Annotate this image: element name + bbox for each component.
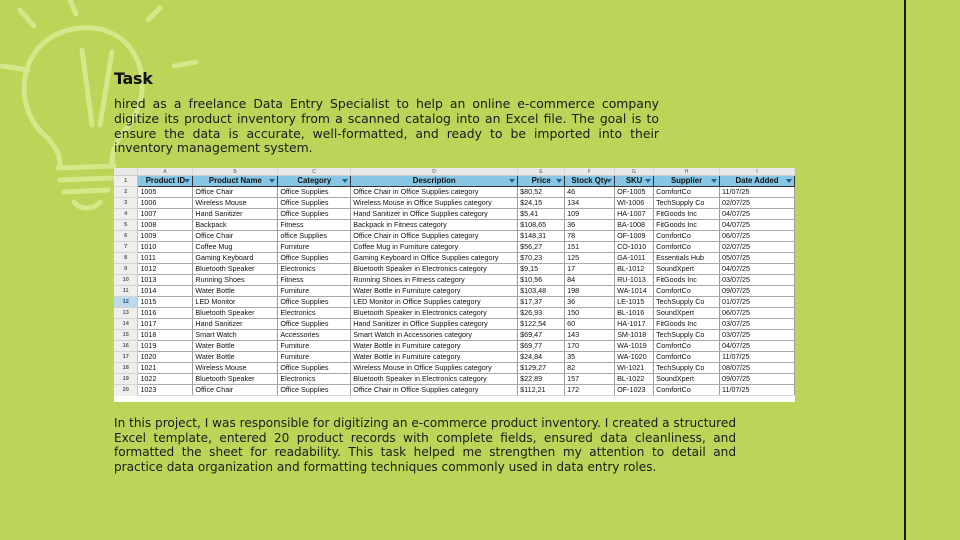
- table-cell[interactable]: 84: [565, 275, 615, 286]
- table-row: [114, 374, 795, 385]
- table-row: [114, 209, 795, 220]
- table-cell[interactable]: OF-1005: [615, 187, 654, 198]
- column-header-label: Stock Qty: [571, 176, 608, 186]
- table-cell[interactable]: 172: [565, 385, 615, 396]
- table-cell[interactable]: 04/07/25: [720, 264, 795, 275]
- table-cell[interactable]: BL-1012: [615, 264, 654, 275]
- row-number[interactable]: 8: [114, 253, 138, 264]
- row-number[interactable]: 20: [114, 385, 138, 396]
- table-cell[interactable]: Water Bottle in Furniture category: [351, 352, 518, 363]
- column-letter[interactable]: D: [351, 168, 518, 175]
- table-cell[interactable]: 03/07/25: [720, 330, 795, 341]
- table-row: [114, 231, 795, 242]
- table-cell[interactable]: Office Supplies: [278, 187, 351, 198]
- table-cell[interactable]: $122,54: [518, 319, 565, 330]
- task-title: Task: [114, 69, 153, 88]
- table-cell[interactable]: Water Bottle in Furniture category: [351, 341, 518, 352]
- table-cell[interactable]: Running Shoes in Fitness category: [351, 275, 518, 286]
- table-cell[interactable]: Furniture: [278, 242, 351, 253]
- column-letter[interactable]: I: [720, 168, 795, 175]
- column-header-label: SKU: [625, 176, 643, 186]
- table-cell[interactable]: 1009: [138, 231, 193, 242]
- table-cell[interactable]: FitGoods Inc: [654, 319, 720, 330]
- table-cell[interactable]: 1022: [138, 374, 193, 385]
- row-number[interactable]: 13: [114, 308, 138, 319]
- table-cell[interactable]: 17: [565, 264, 615, 275]
- filter-dropdown-icon[interactable]: [556, 179, 562, 183]
- table-cell[interactable]: ComfortCo: [654, 242, 720, 253]
- column-letter[interactable]: H: [654, 168, 720, 175]
- column-header: [351, 176, 518, 187]
- filter-dropdown-icon[interactable]: [606, 179, 612, 183]
- table-cell[interactable]: Gaming Keyboard: [193, 253, 278, 264]
- table-row: [114, 363, 795, 374]
- table-cell[interactable]: Electronics: [278, 374, 351, 385]
- table-cell[interactable]: $112,21: [518, 385, 565, 396]
- column-header-label: Product ID: [145, 176, 186, 186]
- row-number[interactable]: 1: [114, 176, 138, 187]
- task-description: hired as a freelance Data Entry Specialist to help an online e-commerce company digitize its product inventory from a scanned catalog into an Excel file. The goal is to ensure the data is accurate, well-formatted, and ready to be imported into their inventory management system.: [114, 96, 659, 156]
- table-cell[interactable]: 09/07/25: [720, 286, 795, 297]
- column-letter[interactable]: [114, 168, 138, 175]
- table-cell[interactable]: OF-1009: [615, 231, 654, 242]
- column-header: [193, 176, 278, 187]
- table-cell[interactable]: LED Monitor: [193, 297, 278, 308]
- table-cell[interactable]: 08/07/25: [720, 363, 795, 374]
- table-cell[interactable]: $22,89: [518, 374, 565, 385]
- table-cell[interactable]: $24,84: [518, 352, 565, 363]
- table-cell[interactable]: Bluetooth Speaker: [193, 264, 278, 275]
- column-header: [518, 176, 565, 187]
- row-number[interactable]: 5: [114, 220, 138, 231]
- table-cell[interactable]: Running Shoes: [193, 275, 278, 286]
- table-cell[interactable]: Wireless Mouse in Office Supplies category: [351, 363, 518, 374]
- vertical-divider: [904, 0, 906, 540]
- table-cell[interactable]: 1020: [138, 352, 193, 363]
- table-cell[interactable]: 1019: [138, 341, 193, 352]
- table-cell[interactable]: $129,27: [518, 363, 565, 374]
- table-cell[interactable]: Bluetooth Speaker: [193, 374, 278, 385]
- table-cell[interactable]: 1011: [138, 253, 193, 264]
- table-cell[interactable]: Hand Sanitizer: [193, 319, 278, 330]
- table-cell[interactable]: WI-1021: [615, 363, 654, 374]
- row-number[interactable]: 11: [114, 286, 138, 297]
- row-number[interactable]: 10: [114, 275, 138, 286]
- row-number[interactable]: 19: [114, 374, 138, 385]
- table-cell[interactable]: $24,15: [518, 198, 565, 209]
- column-header-label: Price: [531, 176, 551, 186]
- table-cell[interactable]: FitGoods Inc: [654, 209, 720, 220]
- table-cell[interactable]: 1014: [138, 286, 193, 297]
- table-cell[interactable]: Fitness: [278, 275, 351, 286]
- table-cell[interactable]: $80,52: [518, 187, 565, 198]
- table-cell[interactable]: Office Chair: [193, 231, 278, 242]
- table-cell[interactable]: 03/07/25: [720, 275, 795, 286]
- table-cell[interactable]: 60: [565, 319, 615, 330]
- table-cell[interactable]: TechSupply Co: [654, 297, 720, 308]
- table-cell[interactable]: 06/07/25: [720, 308, 795, 319]
- table-cell[interactable]: Wireless Mouse: [193, 198, 278, 209]
- table-cell[interactable]: Coffee Mug in Furniture category: [351, 242, 518, 253]
- row-number[interactable]: 2: [114, 187, 138, 198]
- table-cell[interactable]: WI-1006: [615, 198, 654, 209]
- table-cell[interactable]: 02/07/25: [720, 198, 795, 209]
- filter-dropdown-icon[interactable]: [645, 179, 651, 183]
- column-letter[interactable]: A: [138, 168, 193, 175]
- table-cell[interactable]: ComfortCo: [654, 187, 720, 198]
- table-row: [114, 198, 795, 209]
- table-cell[interactable]: Accessories: [278, 330, 351, 341]
- table-row: [114, 253, 795, 264]
- column-letter[interactable]: E: [518, 168, 565, 175]
- table-cell[interactable]: Fitness: [278, 220, 351, 231]
- spreadsheet-screenshot: [114, 168, 795, 402]
- table-cell[interactable]: ComfortCo: [654, 286, 720, 297]
- table-cell[interactable]: 1008: [138, 220, 193, 231]
- column-letter-bar: [114, 168, 795, 176]
- table-cell[interactable]: 1007: [138, 209, 193, 220]
- table-cell[interactable]: $56,27: [518, 242, 565, 253]
- column-header: [720, 176, 795, 187]
- table-cell[interactable]: LE-1015: [615, 297, 654, 308]
- table-cell[interactable]: CO-1010: [615, 242, 654, 253]
- table-cell[interactable]: 1015: [138, 297, 193, 308]
- column-header-label: Supplier: [670, 176, 703, 186]
- table-cell[interactable]: 1021: [138, 363, 193, 374]
- table-cell[interactable]: WA-1014: [615, 286, 654, 297]
- column-header: [138, 176, 193, 187]
- table-cell[interactable]: LED Monitor in Office Supplies category: [351, 297, 518, 308]
- table-cell[interactable]: Electronics: [278, 264, 351, 275]
- table-cell[interactable]: Bluetooth Speaker in Electronics category: [351, 374, 518, 385]
- table-cell[interactable]: 04/07/25: [720, 220, 795, 231]
- table-cell[interactable]: 1012: [138, 264, 193, 275]
- row-number[interactable]: 18: [114, 363, 138, 374]
- table-cell[interactable]: 1018: [138, 330, 193, 341]
- table-cell[interactable]: Backpack: [193, 220, 278, 231]
- table-row: [114, 187, 795, 198]
- table-cell[interactable]: 198: [565, 286, 615, 297]
- filter-dropdown-icon[interactable]: [342, 179, 348, 183]
- table-cell[interactable]: SoundXpert: [654, 264, 720, 275]
- table-cell[interactable]: Office Supplies: [278, 253, 351, 264]
- table-cell[interactable]: 46: [565, 187, 615, 198]
- table-cell[interactable]: 1023: [138, 385, 193, 396]
- table-cell[interactable]: Water Bottle: [193, 352, 278, 363]
- table-cell[interactable]: TechSupply Co: [654, 363, 720, 374]
- table-cell[interactable]: OF-1023: [615, 385, 654, 396]
- table-cell[interactable]: 03/07/25: [720, 319, 795, 330]
- table-cell[interactable]: Office Chair in Office Supplies category: [351, 187, 518, 198]
- table-cell[interactable]: 1005: [138, 187, 193, 198]
- table-cell[interactable]: $148,31: [518, 231, 565, 242]
- table-cell[interactable]: $69,47: [518, 330, 565, 341]
- filter-dropdown-icon[interactable]: [269, 179, 275, 183]
- row-number[interactable]: 12: [114, 297, 138, 308]
- table-row: [114, 330, 795, 341]
- table-cell[interactable]: SoundXpert: [654, 308, 720, 319]
- table-cell[interactable]: FitGoods Inc: [654, 220, 720, 231]
- table-cell[interactable]: 01/07/25: [720, 297, 795, 308]
- header-row: [114, 176, 795, 187]
- row-number[interactable]: 3: [114, 198, 138, 209]
- table-row: [114, 297, 795, 308]
- table-cell[interactable]: Office Chair in Office Supplies category: [351, 231, 518, 242]
- table-cell[interactable]: Office Supplies: [278, 385, 351, 396]
- row-number[interactable]: 14: [114, 319, 138, 330]
- table-cell[interactable]: $9,15: [518, 264, 565, 275]
- table-cell[interactable]: Office Supplies: [278, 363, 351, 374]
- table-row: [114, 308, 795, 319]
- table-cell[interactable]: 157: [565, 374, 615, 385]
- table-cell[interactable]: 1006: [138, 198, 193, 209]
- table-cell[interactable]: GA-1011: [615, 253, 654, 264]
- table-cell[interactable]: 35: [565, 352, 615, 363]
- table-row: [114, 352, 795, 363]
- table-cell[interactable]: $108,65: [518, 220, 565, 231]
- table-cell[interactable]: 134: [565, 198, 615, 209]
- table-cell[interactable]: 36: [565, 297, 615, 308]
- table-cell[interactable]: 170: [565, 341, 615, 352]
- table-cell[interactable]: $103,48: [518, 286, 565, 297]
- table-cell[interactable]: WA-1020: [615, 352, 654, 363]
- table-cell[interactable]: ComfortCo: [654, 341, 720, 352]
- column-header: [278, 176, 351, 187]
- table-cell[interactable]: $26,93: [518, 308, 565, 319]
- table-cell[interactable]: Hand Sanitizer: [193, 209, 278, 220]
- table-cell[interactable]: Office Chair: [193, 187, 278, 198]
- column-letter[interactable]: G: [615, 168, 654, 175]
- row-number[interactable]: 15: [114, 330, 138, 341]
- table-row: [114, 286, 795, 297]
- table-cell[interactable]: Wireless Mouse: [193, 363, 278, 374]
- table-cell[interactable]: ComfortCo: [654, 385, 720, 396]
- filter-dropdown-icon[interactable]: [711, 179, 717, 183]
- table-cell[interactable]: Electronics: [278, 308, 351, 319]
- table-cell[interactable]: Gaming Keyboard in Office Supplies category: [351, 253, 518, 264]
- table-cell[interactable]: 1013: [138, 275, 193, 286]
- table-cell[interactable]: Furniture: [278, 341, 351, 352]
- table-cell[interactable]: $5,41: [518, 209, 565, 220]
- row-number[interactable]: 4: [114, 209, 138, 220]
- table-cell[interactable]: WA-1019: [615, 341, 654, 352]
- table-cell[interactable]: BL-1022: [615, 374, 654, 385]
- table-cell[interactable]: Essentials Hub: [654, 253, 720, 264]
- column-letter[interactable]: F: [565, 168, 615, 175]
- table-cell[interactable]: ComfortCo: [654, 352, 720, 363]
- row-number[interactable]: 17: [114, 352, 138, 363]
- table-cell[interactable]: 150: [565, 308, 615, 319]
- table-cell[interactable]: TechSupply Co: [654, 198, 720, 209]
- table-cell[interactable]: $10,56: [518, 275, 565, 286]
- table-cell[interactable]: 1017: [138, 319, 193, 330]
- table-cell[interactable]: Hand Sanitizer in Office Supplies category: [351, 209, 518, 220]
- table-cell[interactable]: BL-1016: [615, 308, 654, 319]
- table-row: [114, 242, 795, 253]
- table-cell[interactable]: 78: [565, 231, 615, 242]
- table-cell[interactable]: Office Supplies: [278, 209, 351, 220]
- table-cell[interactable]: Backpack in Fitness category: [351, 220, 518, 231]
- table-cell[interactable]: 151: [565, 242, 615, 253]
- table-cell[interactable]: 06/07/25: [720, 231, 795, 242]
- table-cell[interactable]: 125: [565, 253, 615, 264]
- filter-dropdown-icon[interactable]: [786, 179, 792, 183]
- cutoff-row: [114, 395, 795, 402]
- table-row: [114, 319, 795, 330]
- table-cell[interactable]: 05/07/25: [720, 253, 795, 264]
- column-header-label: Date Added: [735, 176, 779, 186]
- row-number[interactable]: 9: [114, 264, 138, 275]
- row-number[interactable]: 16: [114, 341, 138, 352]
- table-cell[interactable]: Smart Watch in Accessories category: [351, 330, 518, 341]
- table-cell[interactable]: Office Supplies: [278, 319, 351, 330]
- table-cell[interactable]: RU-1013: [615, 275, 654, 286]
- table-row: [114, 220, 795, 231]
- column-header: [565, 176, 615, 187]
- table-cell[interactable]: HA-1007: [615, 209, 654, 220]
- column-letter[interactable]: B: [193, 168, 278, 175]
- table-row: [114, 275, 795, 286]
- table-cell[interactable]: SM-1018: [615, 330, 654, 341]
- table-cell[interactable]: Wireless Mouse in Office Supplies category: [351, 198, 518, 209]
- table-cell[interactable]: Office Chair in Office Supplies category: [351, 385, 518, 396]
- column-header: [615, 176, 654, 187]
- filter-dropdown-icon[interactable]: [509, 179, 515, 183]
- table-cell[interactable]: 143: [565, 330, 615, 341]
- table-cell[interactable]: Office Supplies: [278, 198, 351, 209]
- column-letter[interactable]: C: [278, 168, 351, 175]
- table-cell[interactable]: $69,77: [518, 341, 565, 352]
- table-cell[interactable]: ComfortCo: [654, 231, 720, 242]
- table-cell[interactable]: 04/07/25: [720, 209, 795, 220]
- table-cell[interactable]: BA-1008: [615, 220, 654, 231]
- table-cell[interactable]: 11/07/25: [720, 352, 795, 363]
- table-cell[interactable]: $70,23: [518, 253, 565, 264]
- table-cell[interactable]: Hand Sanitizer in Office Supplies category: [351, 319, 518, 330]
- row-number[interactable]: 6: [114, 231, 138, 242]
- table-cell[interactable]: 04/07/25: [720, 341, 795, 352]
- table-cell[interactable]: 1010: [138, 242, 193, 253]
- column-header-label: Category: [297, 176, 332, 186]
- table-cell[interactable]: Smart Watch: [193, 330, 278, 341]
- table-cell[interactable]: office Supplies: [278, 231, 351, 242]
- table-cell[interactable]: 1016: [138, 308, 193, 319]
- table-cell[interactable]: 11/07/25: [720, 187, 795, 198]
- table-cell[interactable]: 109: [565, 209, 615, 220]
- row-number[interactable]: 7: [114, 242, 138, 253]
- column-header-label: Product Name: [208, 176, 262, 186]
- table-cell[interactable]: Water Bottle in Furniture category: [351, 286, 518, 297]
- table-cell[interactable]: Furniture: [278, 286, 351, 297]
- table-cell[interactable]: 02/07/25: [720, 242, 795, 253]
- filter-dropdown-icon[interactable]: [184, 179, 190, 183]
- table-row: [114, 264, 795, 275]
- table-cell[interactable]: Office Supplies: [278, 297, 351, 308]
- table-cell[interactable]: HA-1017: [615, 319, 654, 330]
- table-row: [114, 341, 795, 352]
- table-cell[interactable]: 11/07/25: [720, 385, 795, 396]
- table-cell[interactable]: TechSupply Co: [654, 330, 720, 341]
- table-cell[interactable]: 09/07/25: [720, 374, 795, 385]
- table-cell[interactable]: 82: [565, 363, 615, 374]
- table-cell[interactable]: Coffee Mug: [193, 242, 278, 253]
- table-cell[interactable]: $17,37: [518, 297, 565, 308]
- table-cell[interactable]: 36: [565, 220, 615, 231]
- table-cell[interactable]: Bluetooth Speaker in Electronics category: [351, 308, 518, 319]
- table-cell[interactable]: Furniture: [278, 352, 351, 363]
- table-cell[interactable]: Office Chair: [193, 385, 278, 396]
- table-cell[interactable]: Bluetooth Speaker in Electronics category: [351, 264, 518, 275]
- product-table: [114, 176, 795, 396]
- column-header-label: Description: [412, 176, 456, 186]
- table-cell[interactable]: Water Bottle: [193, 341, 278, 352]
- table-cell[interactable]: Bluetooth Speaker: [193, 308, 278, 319]
- column-header: [654, 176, 720, 187]
- table-cell[interactable]: FitGoods Inc: [654, 275, 720, 286]
- table-cell[interactable]: SoundXpert: [654, 374, 720, 385]
- project-summary: In this project, I was responsible for digitizing an e-commerce product inventory. I created a structured Excel template, entered 20 product records with complete fields, ensured data cleanliness, and formatted the sheet for readability. This task helped me strengthen my attention to detail and practice data organization and formatting techniques commonly used in data entry roles.: [114, 416, 736, 474]
- table-cell[interactable]: Water Bottle: [193, 286, 278, 297]
